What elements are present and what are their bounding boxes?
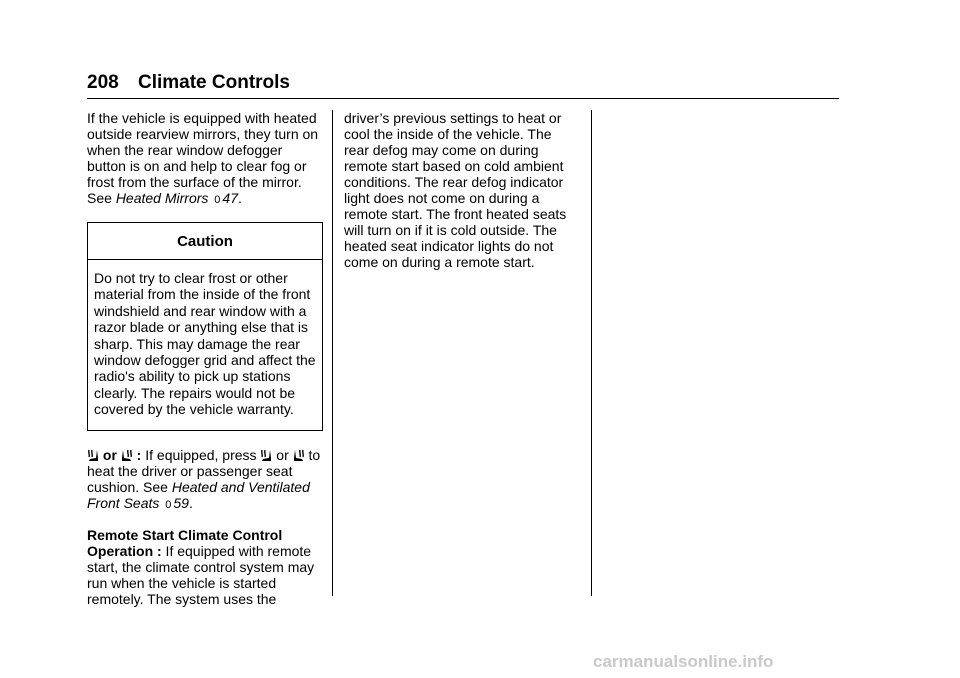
caution-text: Do not try to clear frost or other material from the inside of the front windshield and rear window with a razor blade or anything else that is sharp. This may damage the rear window defogger grid and affect the radio's ability to pick up stations clearly. The repairs would not be covered by the vehicle warranty. xyxy=(94,270,316,418)
driver-heated-seat-icon xyxy=(87,449,99,462)
section-title: Climate Controls xyxy=(137,72,291,93)
heated-mirrors-paragraph: If the vehicle is equipped with heated outside rearview mirrors, they turn on when the rear window defogger button is on and help to clear fog or frost from the surface of the mirror. See Heated Mirrors 0 47. xyxy=(87,110,319,206)
column-divider xyxy=(591,110,592,596)
header-rule xyxy=(87,98,839,99)
column-left xyxy=(87,110,323,607)
heated-mirrors-link[interactable]: Heated Mirrors xyxy=(115,190,209,206)
remote-start-paragraph: Remote Start Climate Control Operation : If equipped with remote start, the climate control system may run when the vehicle is started remotely. The system uses the xyxy=(87,526,315,607)
column-divider xyxy=(332,110,333,596)
heated-seats-paragraph: or : If equipped, press or to heat the driver or passenger seat cushion. See Heated and Ventilated Front Seats 0 59. xyxy=(87,446,321,511)
page-ref-icon: 0 xyxy=(165,498,172,511)
page-number: 208 xyxy=(87,72,119,93)
passenger-heated-seat-icon xyxy=(293,449,305,462)
remote-start-heading: Remote Start Climate Control Operation : xyxy=(87,526,283,559)
page-ref-icon: 0 xyxy=(214,194,221,206)
passenger-heated-seat-icon xyxy=(121,449,133,462)
page-ref-number[interactable]: 59 xyxy=(173,494,189,511)
heated-seats-link[interactable]: Heated and Ventilated Front Seats xyxy=(87,478,310,511)
caution-title: Caution xyxy=(88,223,322,260)
caution-box xyxy=(87,222,323,431)
page-ref-number[interactable]: 47 xyxy=(222,190,238,206)
page-header xyxy=(87,72,290,94)
column-middle xyxy=(344,110,580,270)
watermark: carmanualsonline.info xyxy=(593,652,774,671)
driver-heated-seat-icon xyxy=(260,449,272,462)
remote-start-continued: driver’s previous settings to heat or cool the inside of the vehicle. The rear defog may come on during remote start based on cold ambient conditions. The rear defog indicator light does not come on during a remote start. The front heated seats will turn on if it is cold outside. The heated seat indicator lights do not come on during a remote start. xyxy=(344,110,567,270)
